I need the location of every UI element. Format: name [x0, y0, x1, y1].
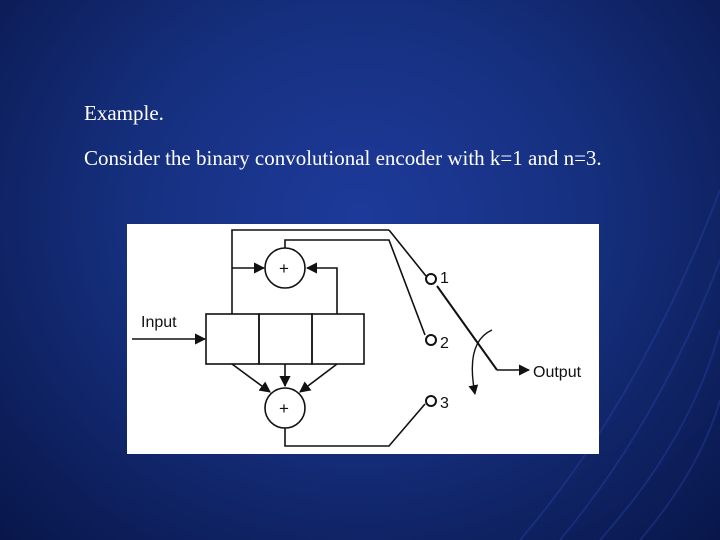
register-cell-1 [206, 314, 259, 364]
input-label: Input [141, 314, 177, 331]
encoder-diagram-svg [127, 224, 599, 454]
terminal-2-label: 2 [440, 335, 449, 352]
bottom-adder-output-line [285, 404, 425, 446]
register-cell-3 [312, 314, 364, 364]
bottom-adder-symbol: + [279, 399, 289, 418]
register-cell-2 [259, 314, 312, 364]
terminal-3 [426, 396, 436, 406]
slide-body-text: Consider the binary convolutional encoder with k=1 and n=3. [84, 146, 602, 170]
top-adder-tap-1 [232, 230, 389, 314]
terminal-1-label: 1 [440, 270, 449, 287]
top-adder-symbol: + [279, 259, 289, 278]
convolutional-encoder-diagram [127, 224, 599, 454]
top-adder-output-line [285, 240, 425, 335]
terminal-1 [426, 274, 436, 284]
terminal-3-label: 3 [440, 395, 449, 412]
bottom-adder-tap-1 [232, 364, 270, 392]
output-label: Output [533, 364, 582, 381]
terminal-2 [426, 335, 436, 345]
top-adder-tap-3 [307, 268, 337, 314]
slide-heading: Example. [84, 101, 164, 125]
bottom-adder-tap-3 [300, 364, 337, 392]
commutator-switch [437, 286, 497, 370]
